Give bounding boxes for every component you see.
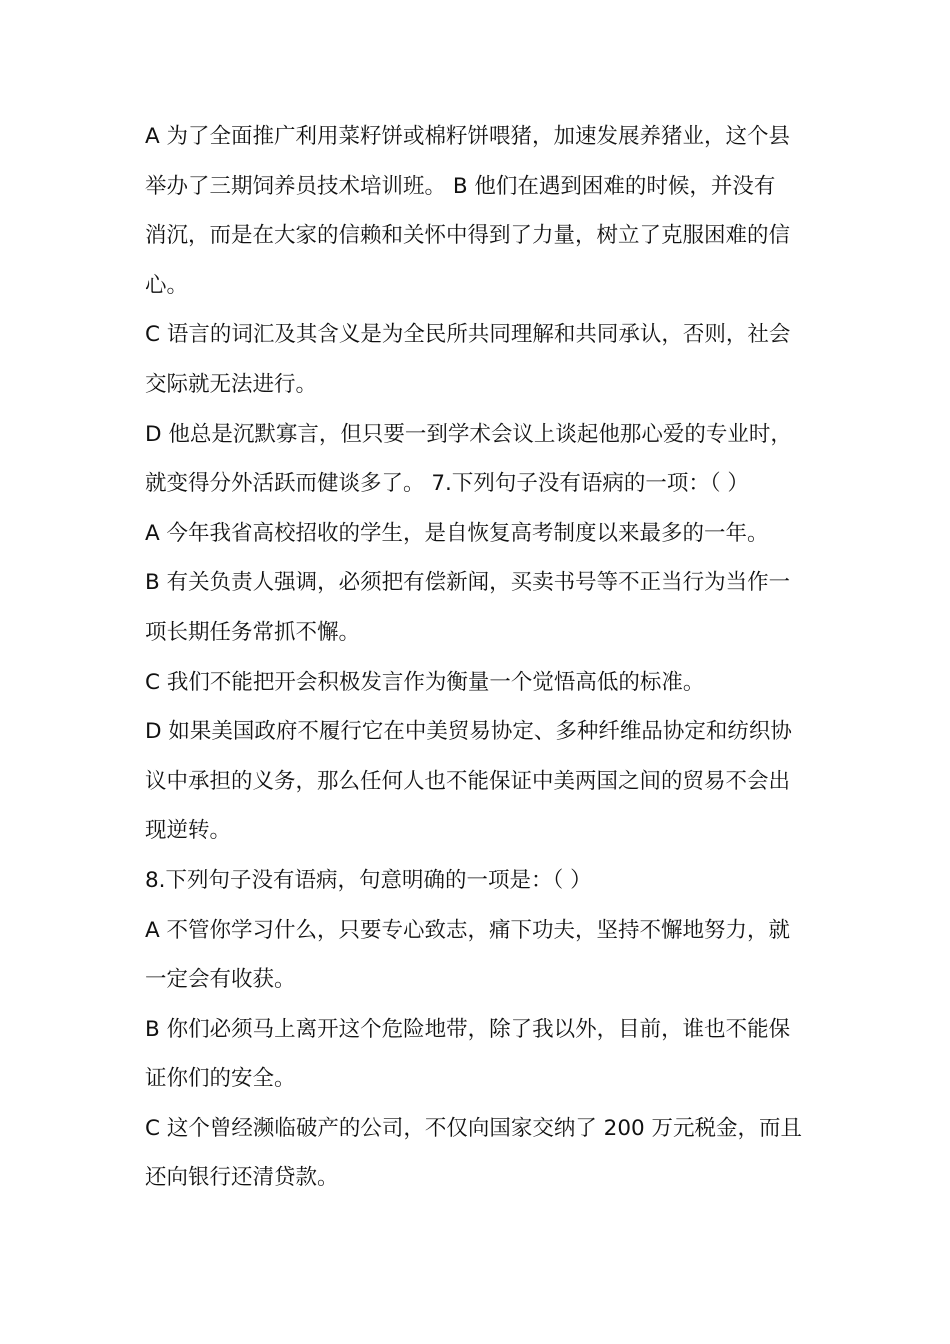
text-line: 项长期任务常抓不懈。 <box>145 619 361 645</box>
text-line: 议中承担的义务，那么任何人也不能保证中美两国之间的贸易不会出 <box>145 768 791 794</box>
text-line: 现逆转。 <box>145 818 232 844</box>
text-line: 还向银行还清贷款。 <box>145 1165 339 1191</box>
text-line: D 如果美国政府不履行它在中美贸易协定、多种纤维品协定和纺织协 <box>145 719 792 745</box>
text-line: 8.下列句子没有语病，句意明确的一项是：（ ） <box>145 867 592 893</box>
text-line: 证你们的安全。 <box>145 1066 296 1092</box>
document-text <box>145 112 815 1203</box>
text-line: 举办了三期饲养员技术培训班。 B 他们在遇到困难的时候，并没有 <box>145 173 776 199</box>
text-line: 交际就无法进行。 <box>145 371 318 397</box>
text-line: C 语言的词汇及其含义是为全民所共同理解和共同承认，否则，社会 <box>145 322 791 348</box>
text-line: B 你们必须马上离开这个危险地带，除了我以外，目前，谁也不能保 <box>145 1016 791 1042</box>
text-line: C 我们不能把开会积极发言作为衡量一个觉悟高低的标准。 <box>145 669 705 695</box>
text-line: 一定会有收获。 <box>145 967 296 993</box>
text-line: 心。 <box>145 272 189 298</box>
text-line: 就变得分外活跃而健谈多了。 7.下列句子没有语病的一项：（ ） <box>145 471 749 497</box>
text-line: 消沉，而是在大家的信赖和关怀中得到了力量，树立了克服困难的信 <box>145 223 791 249</box>
text-line: D 他总是沉默寡言，但只要一到学术会议上谈起他那心爱的专业时， <box>145 421 792 447</box>
text-line: A 不管你学习什么，只要专心致志，痛下功夫，坚持不懈地努力，就 <box>145 917 791 943</box>
text-line: C 这个曾经濒临破产的公司，不仅向国家交纳了 200 万元税金，而且 <box>145 1115 803 1141</box>
text-line: A 今年我省高校招收的学生，是自恢复高考制度以来最多的一年。 <box>145 520 769 546</box>
text-line: B 有关负责人强调，必须把有偿新闻，买卖书号等不正当行为当作一 <box>145 570 791 596</box>
text-line: A 为了全面推广利用菜籽饼或棉籽饼喂猪，加速发展养猪业，这个县 <box>145 124 791 149</box>
